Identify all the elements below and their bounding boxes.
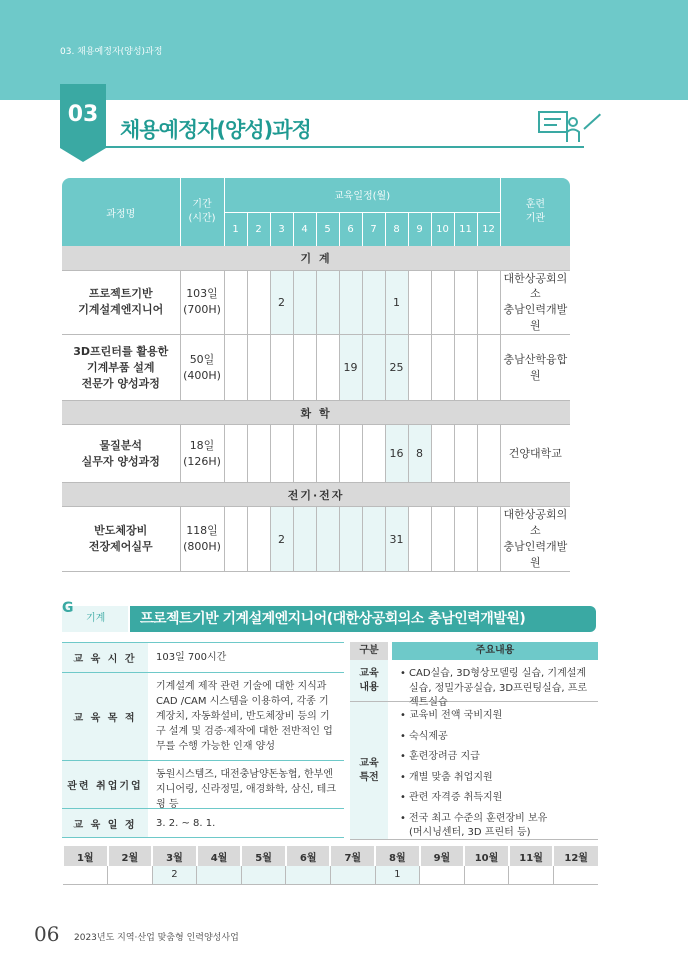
month-header: 2 xyxy=(247,212,270,246)
schedule-end: 1 xyxy=(385,270,408,335)
month-header: 4 xyxy=(293,212,316,246)
month-header: 8 xyxy=(385,212,408,246)
title-underline xyxy=(106,146,584,148)
info-value: 3. 2. ~ 8. 1. xyxy=(156,817,216,829)
month-header: 9월 xyxy=(420,846,465,866)
month-header: 7월 xyxy=(330,846,375,866)
info-key: 교 육 일 정 xyxy=(62,809,148,837)
month-header: 10월 xyxy=(464,846,509,866)
month-start-value: 2 xyxy=(152,866,197,884)
schedule-start: 2 xyxy=(270,507,293,572)
list-item: • 교육비 전액 국비지원 xyxy=(400,706,592,727)
info-key: 교 육 시 간 xyxy=(62,643,148,672)
list-item: • 훈련장려금 지급 xyxy=(400,747,592,768)
course-period: 18일 (126H) xyxy=(180,425,224,483)
info-value: 기계설계 제작 관련 기술에 대한 지식과 CAD /CAM 시스템을 이용하여, 각종 기계장치, 자동화설비, 반도체장비 등의 기구 설계 및 검증·제작에 대한 전반적인 업무를 수행 가능한 인재 양성 xyxy=(156,681,333,752)
month-header: 11 xyxy=(454,212,477,246)
category-row: 화 학 xyxy=(62,401,570,425)
schedule-start: 2 xyxy=(270,270,293,335)
list-item: • 관련 자격증 취득지원 xyxy=(400,788,592,809)
program-info-right xyxy=(350,642,598,840)
month-header: 3월 xyxy=(152,846,197,866)
month-header: 12월 xyxy=(553,846,598,866)
month-header: 2월 xyxy=(108,846,153,866)
info-key: 관련 취업기업 xyxy=(62,761,148,808)
list-item: • 전국 최고 수준의 훈련장비 보유 (머시닝센터, 3D 프린터 등) xyxy=(400,809,592,844)
course-name: 3D프린터를 활용한 기계부품 설계 전문가 양성과정 xyxy=(62,335,180,401)
schedule-end: 31 xyxy=(385,507,408,572)
info-value: 동원시스템즈, 대전충남양돈농협, 한부엔지니어링, 신라정밀, 애경화학, 삼신, 테크윙 등 xyxy=(156,769,336,810)
month-header: 5월 xyxy=(241,846,286,866)
breadcrumb: 03. 채용예정자(양성)과정 xyxy=(60,47,163,57)
program-info-left xyxy=(62,642,344,838)
program-g-mark: G xyxy=(62,600,74,616)
month-header: 5 xyxy=(316,212,339,246)
month-end-value: 1 xyxy=(375,866,420,884)
month-header: 6 xyxy=(339,212,362,246)
program-title: 프로젝트기반 기계설계엔지니어(대한상공회의소 충남인력개발원) xyxy=(130,606,596,632)
section-number: 03 xyxy=(67,102,99,127)
list-item: • CAD실습, 3D형상모델링 실습, 기계설계 실습, 정밀가공실습, 3D프린팅실습, 프로젝트실습 xyxy=(400,664,592,714)
course-name: 물질분석 실무자 양성과정 xyxy=(62,425,180,483)
list-item: • 숙식제공 xyxy=(400,727,592,748)
presentation-board-icon xyxy=(537,110,581,144)
schedule-start: 16 xyxy=(385,425,408,483)
course-org: 건양대학교 xyxy=(500,425,570,483)
course-period: 50일 (400H) xyxy=(180,335,224,401)
col-header-period: 기간 (시간) xyxy=(180,178,224,246)
course-period: 103일 (700H) xyxy=(180,270,224,335)
section-number-badge xyxy=(60,84,106,148)
month-header: 7 xyxy=(362,212,385,246)
schedule-end: 25 xyxy=(385,335,408,401)
schedule-end: 8 xyxy=(408,425,431,483)
info-category: 교육 특전 xyxy=(350,702,388,839)
info-header-category: 구분 xyxy=(350,642,388,660)
month-header: 6월 xyxy=(286,846,331,866)
month-header: 11월 xyxy=(509,846,554,866)
col-header-course: 과정명 xyxy=(62,178,180,246)
course-org: 대한상공회의소 충남인력개발원 xyxy=(500,270,570,335)
month-header: 3 xyxy=(270,212,293,246)
month-header: 4월 xyxy=(197,846,242,866)
info-header-content: 주요내용 xyxy=(392,642,598,660)
program-month-table xyxy=(62,846,598,885)
title-underline-tail xyxy=(583,114,601,130)
info-category: 교육 내용 xyxy=(350,660,388,701)
program-category-tag: 기계 xyxy=(62,606,128,632)
course-name: 프로젝트기반 기계설계엔지니어 xyxy=(62,270,180,335)
footer-text: 2023년도 지역·산업 맞춤형 인력양성사업 xyxy=(74,933,239,943)
month-header: 1월 xyxy=(63,846,108,866)
info-value: 103일 700시간 xyxy=(156,652,227,663)
month-header: 10 xyxy=(431,212,454,246)
category-row: 기 계 xyxy=(62,246,570,270)
month-header: 12 xyxy=(477,212,500,246)
page-title: 채용예정자(양성)과정 xyxy=(120,118,311,142)
course-period: 118일 (800H) xyxy=(180,507,224,572)
col-header-schedule: 교육일정(월) xyxy=(224,178,500,212)
course-org: 충남산학융합원 xyxy=(500,335,570,401)
month-header: 8월 xyxy=(375,846,420,866)
course-name: 반도체장비 전장제어실무 xyxy=(62,507,180,572)
page-number: 06 xyxy=(34,922,60,946)
course-org: 대한상공회의소 충남인력개발원 xyxy=(500,507,570,572)
month-header: 9 xyxy=(408,212,431,246)
info-key: 교 육 목 적 xyxy=(62,673,148,760)
month-header: 1 xyxy=(224,212,247,246)
schedule-start: 19 xyxy=(339,335,362,401)
list-item: • 개별 맞춤 취업지원 xyxy=(400,768,592,789)
col-header-org: 훈련 기관 xyxy=(500,178,570,246)
schedule-table xyxy=(62,178,570,572)
category-row: 전기·전자 xyxy=(62,483,570,507)
